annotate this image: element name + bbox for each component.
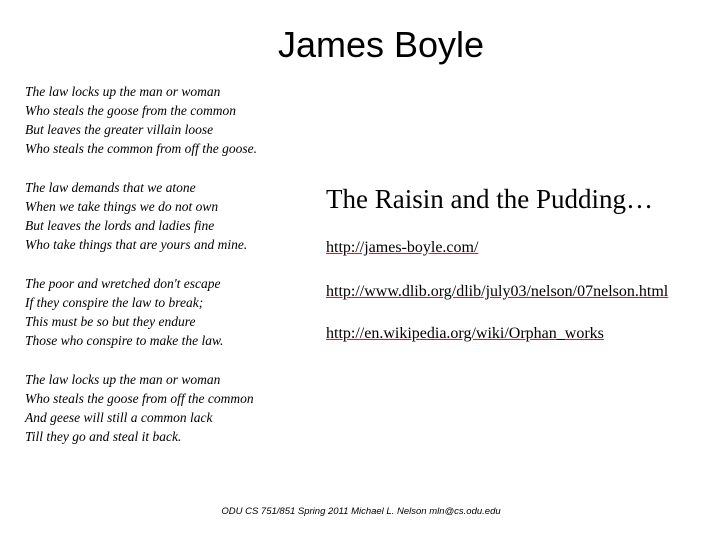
poem-line: When we take things we do not own (25, 199, 219, 214)
poem-line: Those who conspire to make the law. (25, 333, 224, 348)
poem-stanza-2 (25, 178, 325, 254)
poem-line: Who steals the goose from off the common (25, 391, 254, 406)
slide-title: James Boyle (277, 24, 485, 65)
poem-line: But leaves the greater villain loose (25, 122, 214, 137)
poem-line: This must be so but they endure (25, 314, 196, 329)
poem-line: The law locks up the man or woman (25, 84, 221, 99)
poem-stanza-4 (25, 370, 325, 446)
poem-line: If they conspire the law to break; (25, 295, 204, 310)
poem-line: The law locks up the man or woman (25, 372, 221, 387)
link-james-boyle[interactable]: http://james-boyle.com/ (326, 239, 479, 256)
poem-stanza-3 (25, 274, 325, 350)
link-dlib-nelson[interactable]: http://www.dlib.org/dlib/july03/nelson/07nelson.html (326, 283, 669, 300)
section-subtitle: The Raisin and the Pudding… (326, 184, 653, 214)
poem-line: The law demands that we atone (25, 180, 196, 195)
poem-stanza-1 (25, 82, 325, 158)
poem-line: Till they go and steal it back. (25, 429, 182, 444)
poem-line: Who take things that are yours and mine. (25, 237, 248, 252)
poem-line: Who steals the common from off the goose. (25, 141, 257, 156)
poem-line: And geese will still a common lack (25, 410, 213, 425)
poem-line: But leaves the lords and ladies fine (25, 218, 215, 233)
poem-line: The poor and wretched don't escape (25, 276, 221, 291)
link-wikipedia-orphan-works[interactable]: http://en.wikipedia.org/wiki/Orphan_works (326, 325, 604, 342)
poem-line: Who steals the goose from the common (25, 103, 236, 118)
slide-footer: ODU CS 751/851 Spring 2011 Michael L. Nelson mln@cs.odu.edu (221, 506, 501, 517)
